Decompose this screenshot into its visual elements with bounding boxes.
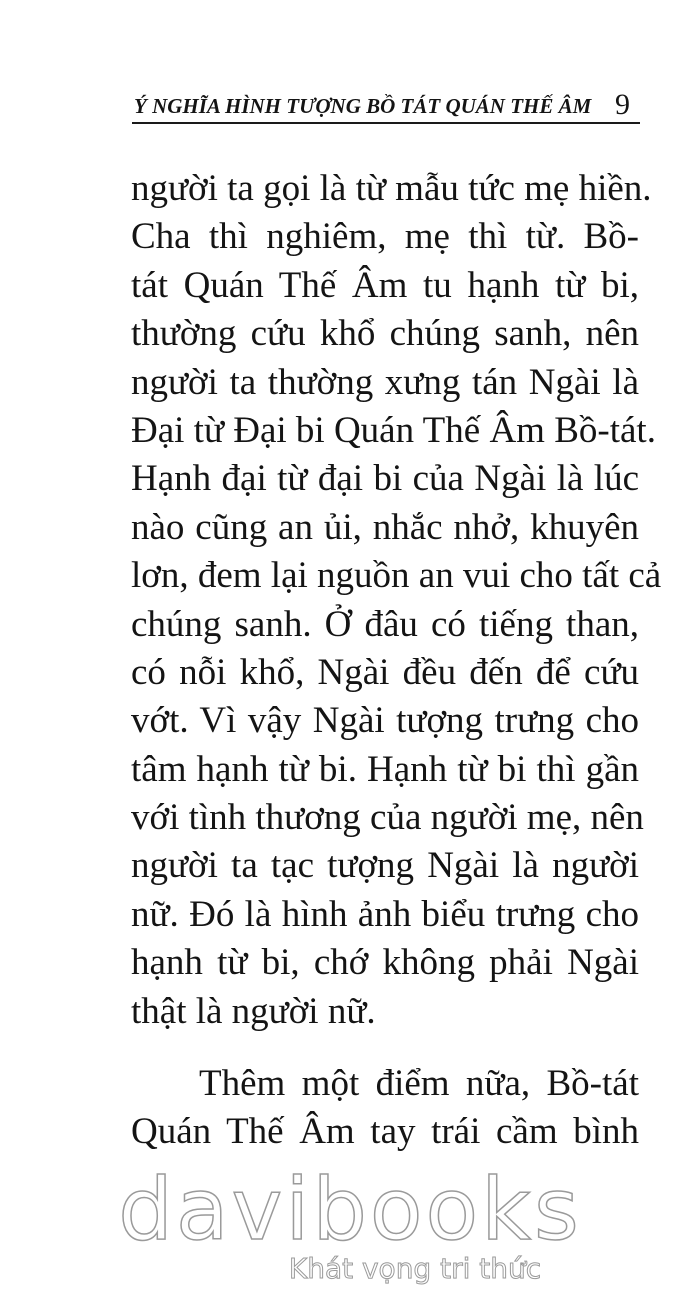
text-line: người ta tạc tượng Ngài là người bbox=[131, 845, 639, 887]
text-line: với tình thương của người mẹ, nên bbox=[131, 797, 644, 839]
text-line: chúng sanh. Ở đâu có tiếng than, bbox=[131, 603, 639, 645]
paragraph bbox=[131, 165, 662, 1036]
text-line: Cha thì nghiêm, mẹ thì từ. Bồ- bbox=[131, 216, 639, 258]
watermark-slogan: Khát vọng tri thức bbox=[288, 1252, 542, 1285]
text-line: thật là người nữ. bbox=[131, 990, 376, 1032]
text-line: nào cũng an ủi, nhắc nhở, khuyên bbox=[131, 506, 639, 548]
text-line: vớt. Vì vậy Ngài tượng trưng cho bbox=[131, 700, 639, 742]
text-line: Thêm một điểm nữa, Bồ-tát bbox=[199, 1063, 639, 1105]
text-line: nữ. Đó là hình ảnh biểu trưng cho bbox=[131, 893, 639, 935]
text-line: có nỗi khổ, Ngài đều đến để cứu bbox=[131, 651, 639, 693]
body-text bbox=[131, 165, 662, 1157]
text-line: Hạnh đại từ đại bi của Ngài là lúc bbox=[131, 458, 639, 500]
paragraph bbox=[131, 1060, 639, 1157]
text-line: Quán Thế Âm tay trái cầm bình bbox=[131, 1111, 639, 1153]
text-line: hạnh từ bi, chớ không phải Ngài bbox=[131, 942, 639, 984]
running-header bbox=[132, 84, 640, 124]
text-line: tâm hạnh từ bi. Hạnh từ bi thì gần bbox=[131, 748, 639, 790]
text-line: người ta gọi là từ mẫu tức mẹ hiền. bbox=[131, 168, 652, 209]
text-line: thường cứu khổ chúng sanh, nên bbox=[131, 313, 639, 355]
paragraph-spacer bbox=[131, 1036, 639, 1060]
text-line: người ta thường xưng tán Ngài là bbox=[131, 361, 639, 403]
text-line: Đại từ Đại bi Quán Thế Âm Bồ-tát. bbox=[131, 409, 656, 451]
page-number: 9 bbox=[615, 88, 630, 121]
text-line: tát Quán Thế Âm tu hạnh từ bi, bbox=[131, 264, 639, 306]
watermark-brand: davibooks bbox=[118, 1160, 582, 1260]
running-header-title: Ý NGHĨA HÌNH TƯỢNG BỒ TÁT QUÁN THẾ ÂM bbox=[134, 94, 592, 118]
text-line: lơn, đem lại nguồn an vui cho tất cả bbox=[131, 555, 662, 597]
publisher-watermark bbox=[0, 1160, 700, 1290]
